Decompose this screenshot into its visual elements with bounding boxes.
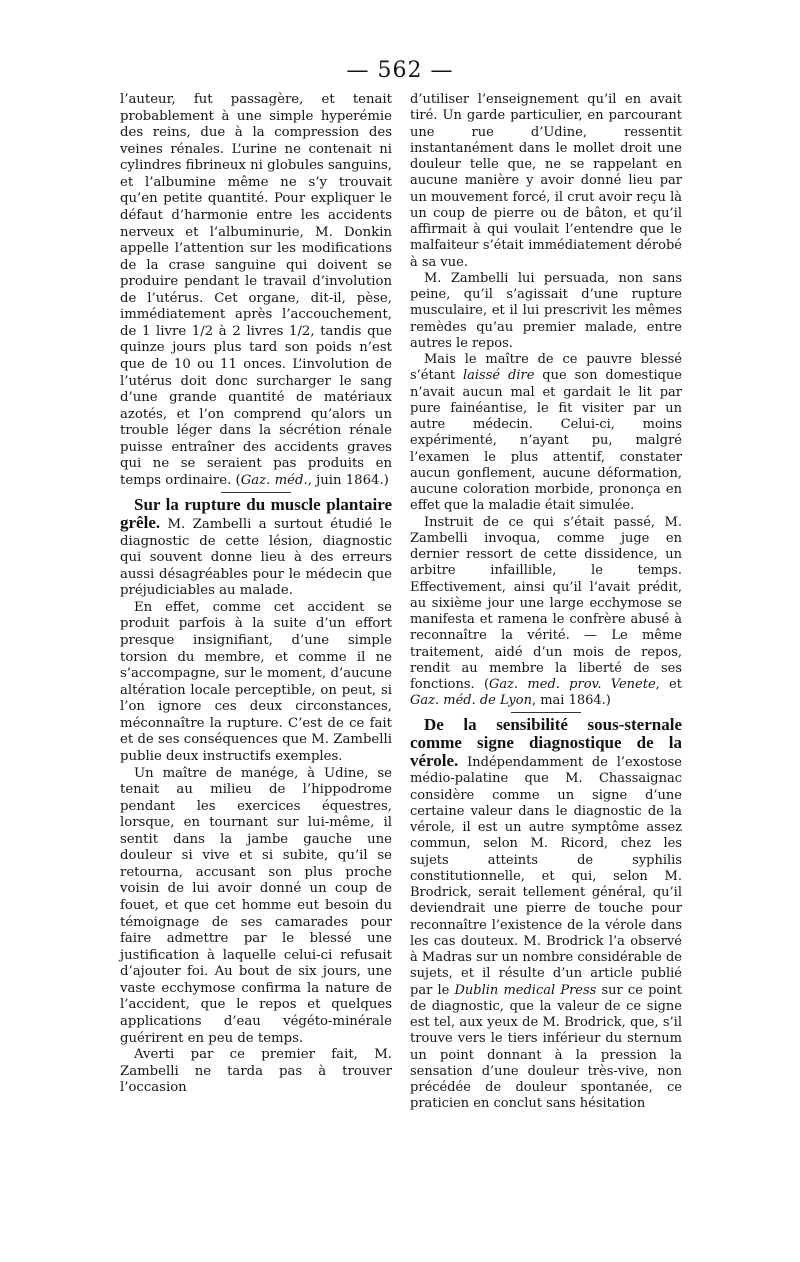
paragraph: Un maître de manége, à Udine, se tenait au milieu de l’hippodrome pendant les exercices équestres, lorsque, en tournant sur lui-même, il sentit dans la jambe gauche une douleur si vive et si subite, qu’il se retourna, accusant son plus proche voisin de lui avoir donné un coup de fouet, et que cet homme eut besoin du témoignage de ses camarades pour faire admettre par le blessé une justification à laquelle celui-ci refusait d’ajouter foi. Au bout de six jours, une vaste ecchymose confirma la nature de l’accident, que le repos et quelques applications d’eau végéto-minérale guérirent en peu de temps. xyxy=(120,765,392,1046)
right-column xyxy=(410,92,682,1113)
paragraph-text: , et xyxy=(655,677,682,692)
paragraph-text: , mai 1864.) xyxy=(531,693,611,709)
paragraph: En effet, comme cet accident se produit parfois à la suite d’un effort presque insignifiant, d’une simple torsion du membre, et comme il ne s’accompagne, sur le moment, d’aucune altération locale perceptible, on peut, si l’on ignore ces deux circonstances, méconnaître la rupture. C’est de ce fait et de ses conséquences que M. Zambelli publie deux instructifs exemples. xyxy=(120,599,392,764)
section-heading: De la sensibilité sous-sternale comme signe diagnostique de la vérole. xyxy=(410,714,682,770)
paragraph: d’utiliser l’enseignement qu’il en avait tiré. Un garde particulier, en parcourant une rue d’Udine, ressentit instantanément dans le mollet droit une douleur telle que, ne se rappelant en aucune manière y avoir donné lieu par un mouvement forcé, il crut avoir reçu là un coup de pierre ou de bâton, et qu’il affirmait à qui voulait l’entendre que le malfaiteur s’était immédiatement dérobé à sa vue. xyxy=(410,92,682,270)
italic-phrase: Dublin medical Press xyxy=(454,982,597,998)
paragraph-text: Mais le maître de ce pauvre blessé s’étant xyxy=(410,352,682,384)
section-heading: Sur la rupture du muscle plantaire grêle. xyxy=(120,494,392,533)
section-divider xyxy=(511,712,581,713)
paragraph-text: M. Zambelli a surtout étudié le diagnostic de cette lésion, diagnostic qui souvent donne lieu à des erreurs aussi désagréables pour le médecin que préjudiciables au malade. xyxy=(120,517,392,599)
page-number: — 562 — xyxy=(346,58,454,83)
italic-phrase: laissé dire xyxy=(462,368,535,384)
paragraph-text: que son domestique n’avait aucun mal et gardait le lit par pure fainéantise, le fit visiter par un autre médecin. Celui-ci, moins expérimenté, n’ayant pu, malgré l’examen le plus attentif, constater aucun gonflement, aucune déformation, aucune coloration morbide, prononça en effet que la maladie était simulée. xyxy=(410,368,682,514)
paragraph xyxy=(120,92,392,490)
section-paragraph xyxy=(410,714,682,1113)
paragraph-text: sur ce point de diagnostic, que la valeur de ce signe est tel, aux yeux de M. Brodrick, que, s’il trouve vers le tiers inférieur du sternum un point donnant à la pression la sensation d’une douleur très-vive, non précédée de douleur spontanée, ce praticien en conclut sans hésitation xyxy=(410,982,682,1112)
citation: Gaz. méd. xyxy=(240,472,308,488)
paragraph-text: Indépendamment de l’exostose médio-palatine que M. Chassaignac considère comme un signe d’une certaine valeur dans le diagnostic de la vérole, il est un autre symptôme assez commun, selon M. Ricord, chez les sujets atteints de syphilis constitutionnelle, et qui, selon M. Brodrick, serait tellement général, qu’il deviendrait une pierre de touche pour reconnaître l’existence de la vérole dans les cas douteux. M. Brodrick l’a observé à Madras sur un nombre considérable de sujets, et il résulte d’un article publié par le xyxy=(410,755,682,998)
left-column xyxy=(120,92,392,1097)
paragraph xyxy=(410,515,682,710)
paragraph: Averti par ce premier fait, M. Zambelli ne tarda pas à trouver l’occasion xyxy=(120,1047,392,1096)
paragraph-text: l’auteur, fut passagère, et tenait probablement à une simple hyperémie des reins, due à la compression des veines rénales. L’urine ne contenait ni cylindres fibrineux ni globules sanguins, et l’albumine même ne s’y trouvait qu’en petite quantité. Pour expliquer le défaut d’harmonie entre les accidents nerveux et l’albuminurie, M. Donkin appelle l’attention sur les modifications de la crase sanguine qui doivent se produire pendant le travail d’involution de l’utérus. Cet organe, dit-il, pèse, immédiatement après l’accouchement, de 1 livre 1/2 à 2 livres 1/2, tandis que quinze jours plus tard son poids n’est que de 10 ou 11 onces. L’involution de l’utérus doit donc surcharger le sang d’une grande quantité de matériaux azotés, et l’on comprend qu’alors un trouble léger dans la sécrétion rénale puisse entraîner des accidents graves qui ne se seraient pas produits en temps ordinaire. ( xyxy=(120,92,392,488)
paragraph: M. Zambelli lui persuada, non sans peine, qu’il s’agissait d’une rupture musculaire, et il lui prescrivit les mêmes remèdes qu’au premier malade, entre autres le repos. xyxy=(410,270,682,351)
citation: Gaz. med. prov. Venete xyxy=(489,677,656,692)
section-divider xyxy=(221,492,291,493)
paragraph xyxy=(410,352,682,515)
citation: Gaz. méd. de Lyon xyxy=(410,693,532,709)
paragraph-text: , juin 1864.) xyxy=(307,472,389,488)
section-paragraph xyxy=(120,494,392,600)
paragraph-text: Instruit de ce qui s’était passé, M. Zambelli invoqua, comme juge en dernier ressort de cette dissidence, un arbitre infaillible, le temps. Effectivement, ainsi qu’il l’avait prédit, au sixième jour une large ecchymose se manifesta et ramena le confrère abusé à reconnaître la vérité. — Le même traitement, aidé d’un mois de repos, rendit au membre la liberté de ses fonctions. ( xyxy=(410,514,682,692)
